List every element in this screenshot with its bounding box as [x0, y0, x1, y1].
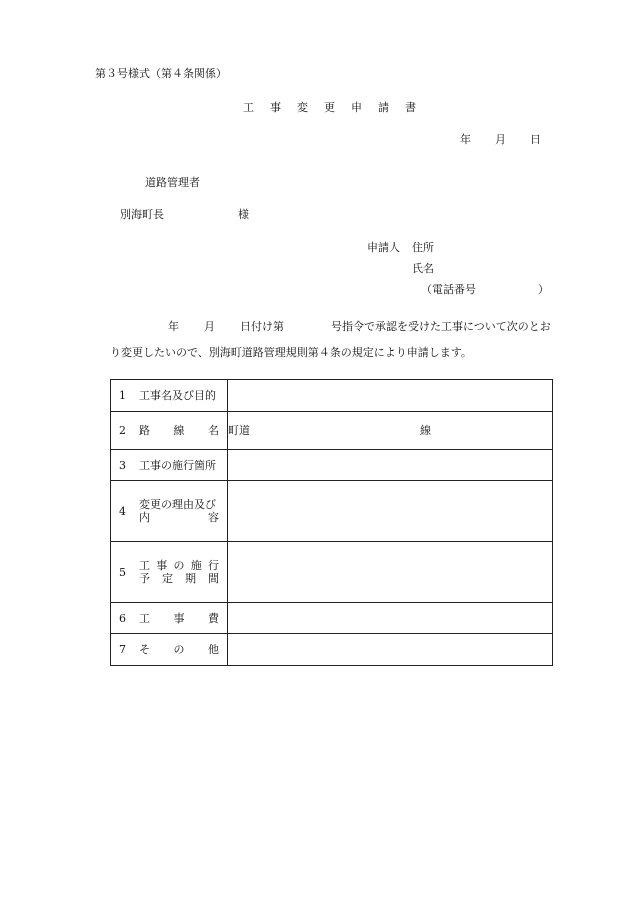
document-title: 工 事 変 更 申 請 書	[243, 101, 416, 114]
other-field[interactable]	[228, 634, 553, 666]
route-prefix: 町道	[228, 424, 250, 438]
location-field[interactable]	[228, 449, 553, 481]
row-label-cell	[111, 481, 228, 542]
body-month: 月	[204, 320, 215, 333]
table-row	[111, 411, 553, 449]
row-label: 変更の理由及び 内 容	[139, 498, 219, 525]
date-month: 月	[495, 133, 506, 146]
schedule-field[interactable]	[228, 542, 553, 603]
body-year: 年	[168, 320, 179, 333]
table-row	[111, 634, 553, 666]
cost-field[interactable]	[228, 602, 553, 634]
date-day: 日	[530, 133, 541, 146]
table-row	[111, 602, 553, 634]
table-row	[111, 542, 553, 603]
recipient-honorific: 様	[238, 208, 249, 221]
purpose-field[interactable]	[228, 380, 553, 412]
row-label: 工 事 の 施 行 予 定 期 間	[139, 559, 219, 585]
row-label: 路 線 名	[139, 423, 219, 437]
table-row	[111, 481, 553, 542]
row-number: 5	[119, 565, 126, 579]
body-line2: り変更したいので、別海町道路管理規則第４条の規定により申請します。	[110, 346, 472, 359]
row-label: 工事名及び目的	[139, 388, 216, 402]
table-row	[111, 449, 553, 481]
row-number: 6	[119, 611, 126, 625]
body-line1-rest: 号指令で承認を受けた工事について次のとお	[331, 320, 551, 333]
applicant-address-label: 住所	[412, 241, 434, 254]
body-day-suffix: 日付け第	[240, 320, 284, 333]
row-label: そ の 他	[139, 643, 219, 657]
row-label-cell	[111, 542, 228, 603]
route-name-field[interactable]	[228, 411, 553, 449]
row-label-cell	[111, 380, 228, 412]
row-label-cell	[111, 411, 228, 449]
application-table	[110, 379, 553, 666]
applicant-phone-open: （電話番号	[421, 283, 476, 296]
form-number: 第３号様式（第４条関係）	[95, 67, 227, 80]
recipient-role: 道路管理者	[145, 176, 200, 189]
row-label-cell	[111, 602, 228, 634]
recipient-name: 別海町長	[120, 208, 164, 221]
row-label: 工事の施行箇所	[139, 458, 216, 472]
row-number: 7	[119, 643, 126, 657]
row-number: 2	[119, 423, 126, 437]
applicant-name-label: 氏名	[412, 262, 434, 275]
date-line	[460, 133, 541, 146]
applicant-phone-close: ）	[538, 283, 549, 296]
change-reason-field[interactable]	[228, 481, 553, 542]
applicant-label: 申請人	[367, 241, 400, 254]
row-label-cell	[111, 449, 228, 481]
route-suffix: 線	[420, 424, 431, 438]
row-label: 工 事 費	[139, 611, 219, 625]
row-number: 3	[119, 458, 126, 472]
row-number: 4	[119, 504, 126, 518]
row-number: 1	[119, 388, 126, 402]
table-row	[111, 380, 553, 412]
date-year: 年	[460, 133, 471, 146]
row-label-cell	[111, 634, 228, 666]
